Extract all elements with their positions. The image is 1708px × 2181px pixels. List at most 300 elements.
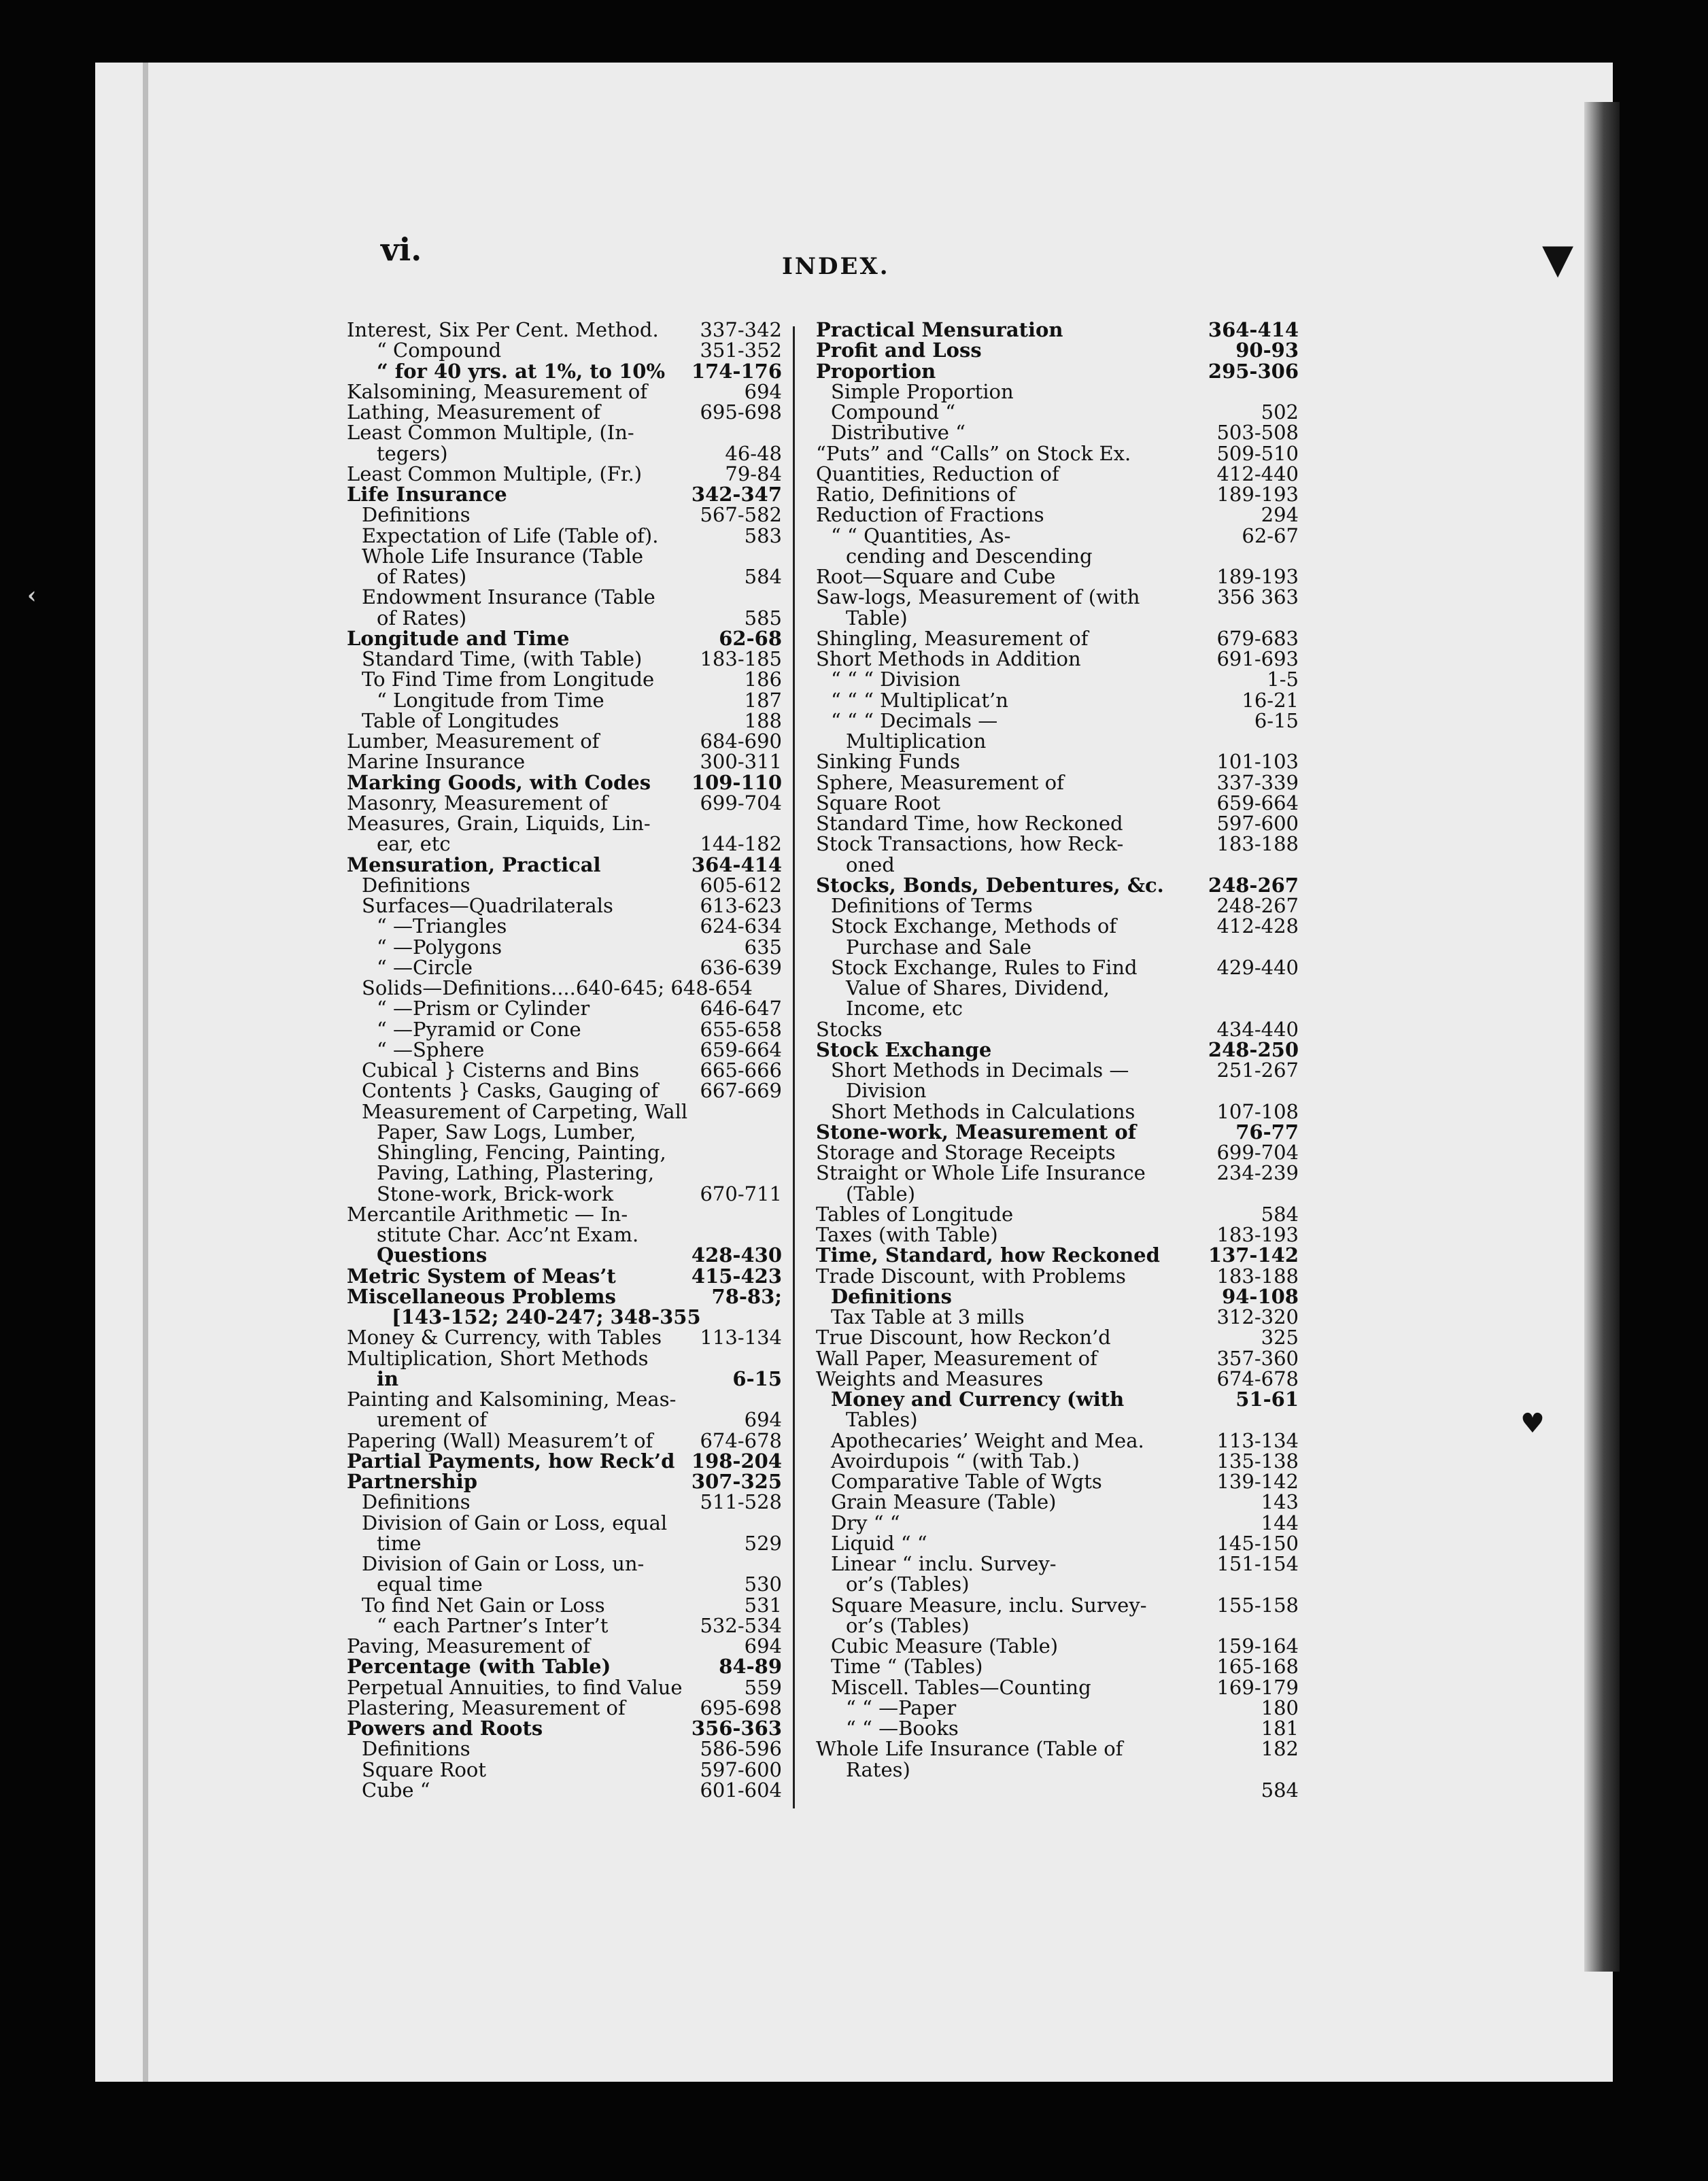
index-entry [347,1471,782,1492]
index-entry [347,1533,782,1553]
index-entry [816,1677,1299,1698]
index-entry [816,875,1299,895]
index-entry [816,1060,1299,1080]
index-entry-pages: 16-21 [1242,688,1299,712]
index-entry-pages: 364-414 [1208,318,1299,341]
index-entry-title: Definitions [362,1737,471,1761]
index-entry-pages: 613-623 [700,894,782,917]
index-entry [347,340,782,360]
index-entry [347,1677,782,1698]
index-entry-pages: 351-352 [700,339,782,362]
index-entry-title: Money & Currency, with Tables [347,1326,662,1350]
index-entry-pages: 183-188 [1216,1264,1299,1288]
index-entry [816,1656,1299,1677]
index-entry-pages: 659-664 [700,1037,782,1061]
index-entry-pages: 695-698 [700,400,782,424]
index-entry-pages: 694 [744,1408,782,1432]
index-entry-pages: 101-103 [1216,750,1299,774]
index-entry-title: Partial Payments, how Reck’d [347,1449,675,1473]
index-entry-title: Rates) [846,1757,910,1781]
index-entry [347,566,782,587]
index-entry-title: Standard Time, (with Table) [362,647,643,670]
index-entry-title: Measurement of Carpeting, Wall [362,1099,688,1123]
index-entry-pages: 511-528 [700,1490,782,1514]
index-entry-pages: 659-664 [1216,791,1299,814]
index-entry [816,1080,1299,1101]
index-entry-title: Time, Standard, how Reckoned [816,1243,1160,1267]
index-entry-pages: 94-108 [1222,1284,1299,1308]
index-entry-title: Cubical } Cisterns and Bins [362,1059,640,1082]
index-entry [816,1533,1299,1553]
index-entry-title: Kalsomining, Measurement of [347,379,648,403]
index-entry-title: “ —Circle [377,955,473,979]
index-entry [816,1698,1299,1718]
index-entry-pages: 356-363 [691,1717,782,1740]
index-entry [816,1037,1299,1061]
index-entry-pages: 186 [744,668,782,691]
index-entry [347,1698,782,1718]
index-entry-title: Wall Paper, Measurement of [816,1346,1097,1370]
index-entry-title: Expectation of Life (Table of). [362,523,659,547]
index-entry [347,1122,782,1142]
index-entry-title: Interest, Six Per Cent. Method. [347,318,659,341]
index-entry [816,1738,1299,1759]
index-entry [816,649,1299,669]
index-entry-title: “ —Pyramid or Cone [377,1017,581,1041]
index-entry-pages: 113-134 [700,1326,782,1350]
index-entry-title: Purchase and Sale [846,935,1031,959]
index-entry-pages: 62-67 [1242,523,1299,547]
index-entry-pages: 342-347 [691,483,782,506]
index-entry [347,834,782,854]
index-entry [347,1636,782,1656]
index-entry [816,1019,1299,1040]
index-entry-title: Multiplication, Short Methods [347,1346,649,1370]
index-entry-title: Proportion [816,359,936,383]
index-entry-pages: 248-250 [1208,1037,1299,1061]
index-entry-pages: 109-110 [691,770,782,794]
index-entry-title: Stock Transactions, how Reck- [816,832,1124,856]
index-entry-title: Stone-work, Measurement of [816,1120,1137,1144]
index-entry-pages: 6-15 [732,1367,782,1390]
index-entry-title: Marine Insurance [347,750,526,774]
index-entry-title: of Rates) [377,606,467,630]
index-entry-pages: 169-179 [1216,1675,1299,1699]
index-entry-title: Miscellaneous Problems [347,1284,616,1308]
index-entry-title: Contents } Casks, Gauging of [362,1079,659,1103]
index-entry-title: Square Root [816,791,941,814]
index-entry [816,1718,1299,1738]
index-entry-pages: 46-48 [725,441,782,465]
index-entry-pages: 300-311 [700,750,782,774]
index-entry-title: Powers and Roots [347,1717,543,1740]
index-entry-title: Lathing, Measurement of [347,400,600,424]
index-entry-title: Life Insurance [347,483,507,506]
index-entry-pages: 183-193 [1216,1223,1299,1246]
index-entry [347,1326,782,1350]
index-entry-title: Compound “ [831,400,956,424]
index-entry-pages: 113-134 [1216,1428,1299,1452]
ink-blot: ▼ [1542,235,1574,283]
index-entry [816,1142,1299,1163]
index-entry-pages: 248-267 [1216,894,1299,917]
index-entry-pages: 694 [744,1634,782,1658]
index-entry-title: Longitude and Time [347,626,570,650]
index-entry-pages: 182 [1261,1737,1299,1761]
index-entry [347,1245,782,1265]
index-entry-title: Plastering, Measurement of [347,1696,626,1719]
index-entry-title: “Puts” and “Calls” on Stock Ex. [816,441,1131,465]
index-entry-title: Trade Discount, with Problems [816,1264,1126,1288]
index-entry [816,834,1299,854]
index-entry-pages: 187 [744,688,782,712]
index-entry-title: Avoirdupois “ (with Tab.) [831,1449,1080,1473]
index-entry [816,361,1299,381]
index-entry-title: Shingling, Measurement of [816,626,1089,650]
index-entry-title: Straight or Whole Life Insurance [816,1161,1146,1185]
index-entry-title: Paving, Lathing, Plastering, [377,1161,655,1185]
index-entry-pages: 165-168 [1216,1655,1299,1679]
index-entry-title: Short Methods in Decimals — [831,1059,1129,1082]
index-entry-pages: 585 [744,606,782,630]
index-entry-title: Value of Shares, Dividend, [846,976,1110,999]
index-entry [347,1780,782,1800]
index-entry [347,402,782,422]
index-entry-title: Percentage (with Table) [347,1655,611,1679]
index-column-left [347,320,782,1800]
index-entry [816,1389,1299,1409]
index-entry-title: Painting and Kalsomining, Meas- [347,1388,677,1411]
index-entry-title: Taxes (with Table) [816,1223,998,1246]
index-entry-title: Mercantile Arithmetic — In- [347,1202,628,1226]
index-entry-pages: 691-693 [1216,647,1299,670]
index-entry [816,998,1299,1018]
index-entry-title: Short Methods in Addition [816,647,1081,670]
index-entry [347,649,782,669]
index-entry-pages: 559 [744,1675,782,1699]
index-entry-title: Measures, Grain, Liquids, Lin- [347,812,651,835]
index-entry [816,855,1299,875]
index-entry [347,937,782,957]
index-entry [816,1574,1299,1594]
index-entry-title: Practical Mensuration [816,318,1063,341]
index-entry-title: Definitions of Terms [831,894,1033,917]
index-entry-pages: 251-267 [1216,1059,1299,1082]
index-entry [347,1060,782,1080]
column-divider [793,326,795,1808]
index-entry [816,1101,1299,1122]
index-entry [347,1451,782,1471]
index-entry [816,1184,1299,1204]
index-entry-pages: 144-182 [700,832,782,856]
index-entry-pages: 584 [744,565,782,588]
index-entry-title: “ “ “ Multiplicat’n [831,688,1008,712]
index-entry-pages: 605-612 [700,873,782,897]
index-entry [816,422,1299,443]
index-entry-title: “ “ Quantities, As- [831,523,1011,547]
index-entry-pages: 181 [1261,1717,1299,1740]
index-entry-pages: 670-711 [700,1182,782,1205]
index-entry [816,1513,1299,1533]
index-entry [816,1224,1299,1245]
index-entry [816,587,1299,607]
index-entry [347,381,782,402]
index-entry [816,1122,1299,1142]
index-entry-title: Division [846,1079,927,1103]
index-entry-title: Storage and Storage Receipts [816,1141,1116,1164]
index-entry-title: Miscell. Tables—Counting [831,1675,1091,1699]
index-entry [347,587,782,607]
index-entry [347,1513,782,1533]
index-entry-pages: 674-678 [700,1428,782,1452]
index-entry [347,1163,782,1183]
index-entry-pages: 586-596 [700,1737,782,1761]
index-entry [816,484,1299,504]
index-entry-pages: 79-84 [725,462,782,485]
index-entry-pages: 307-325 [691,1470,782,1493]
index-entry-pages: 428-430 [691,1243,782,1267]
index-entry [347,1142,782,1163]
page-edge [143,63,148,2082]
index-entry [347,361,782,381]
index-entry-pages: 532-534 [700,1613,782,1637]
index-entry-title: Mensuration, Practical [347,853,601,876]
index-entry [347,1409,782,1430]
index-entry [816,1369,1299,1389]
index-entry-title: Shingling, Fencing, Painting, [377,1141,666,1164]
index-entry [347,731,782,751]
index-entry-pages: 312-320 [1216,1305,1299,1328]
index-entry [816,1553,1299,1574]
index-entry-title: “ Longitude from Time [377,688,604,712]
index-entry-title: Square Root [362,1757,487,1781]
index-entry-title: Simple Proportion [831,379,1014,403]
index-entry [347,504,782,525]
index-entry-title: Paving, Measurement of [347,1634,590,1658]
index-entry-title: Sphere, Measurement of [816,770,1064,794]
index-entry-title: Saw-logs, Measurement of (with [816,585,1140,609]
index-entry-pages: 76-77 [1235,1120,1299,1144]
index-entry-title: time [377,1531,422,1555]
index-entry-title: Definitions [831,1284,952,1308]
index-entry [347,1184,782,1204]
index-entry-title: tegers) [377,441,448,465]
index-entry-pages: 78-83; [711,1284,782,1308]
index-entry-title: Solids—Definitions....640-645; 648-654 [362,976,753,999]
index-entry [347,484,782,504]
index-entry [816,895,1299,916]
index-entry [347,1738,782,1759]
index-entry-pages: 584 [1261,1202,1299,1226]
index-entry [347,1101,782,1122]
index-entry-pages: 415-423 [691,1264,782,1288]
index-entry-title: Paper, Saw Logs, Lumber, [377,1120,636,1144]
index-entry [347,1718,782,1738]
index-entry-title: Definitions [362,873,471,897]
index-entry [816,1759,1299,1780]
index-entry-title: Weights and Measures [816,1367,1044,1390]
index-entry [816,1245,1299,1265]
index-entry [347,546,782,566]
index-entry [816,1266,1299,1286]
index-entry [347,1037,782,1061]
index-entry-title: Surfaces—Quadrilaterals [362,894,613,917]
index-entry [347,443,782,464]
index-entry-title: “ “ —Books [846,1717,959,1740]
index-entry-pages: 188 [744,708,782,732]
index-entry [816,1348,1299,1369]
index-entry [816,402,1299,422]
index-entry [816,731,1299,751]
index-entry-title: Questions [377,1243,488,1267]
index-entry-pages: 429-440 [1216,955,1299,979]
index-entry-pages: 180 [1261,1696,1299,1719]
index-entry-pages: 503-508 [1216,421,1299,445]
index-entry-pages: 509-510 [1216,441,1299,465]
index-entry-pages: 248-267 [1208,873,1299,897]
index-entry-pages: 135-138 [1216,1449,1299,1473]
index-entry-title: Dry “ “ [831,1511,900,1534]
index-entry-pages: 183-188 [1216,832,1299,856]
index-entry [816,608,1299,628]
index-entry [347,628,782,649]
index-entry-title: Partnership [347,1470,478,1493]
index-entry [347,1615,782,1636]
index-entry-title: Reduction of Fractions [816,503,1044,527]
index-entry-pages: 90-93 [1235,339,1299,362]
index-entry [347,320,782,340]
index-entry [816,464,1299,484]
index-entry-title: Stocks [816,1017,883,1041]
index-entry-title: Stone-work, Brick-work [377,1182,614,1205]
index-entry-pages: 337-342 [700,318,782,341]
index-entry [816,1615,1299,1636]
index-entry-pages: 434-440 [1216,1017,1299,1041]
index-entry [347,1595,782,1615]
index-entry-pages: 174-176 [691,359,782,383]
index-entry [347,464,782,484]
index-entry-pages: 295-306 [1208,359,1299,383]
index-entry [347,855,782,875]
index-entry-pages: 1-5 [1267,668,1299,691]
index-entry [816,772,1299,793]
index-entry [347,1369,782,1389]
index-entry [347,793,782,813]
index-entry-pages: 356 363 [1217,585,1299,609]
index-entry-pages: 665-666 [700,1059,782,1082]
index-entry-title: Sinking Funds [816,750,961,774]
index-entry-pages: 655-658 [700,1017,782,1041]
index-entry-pages: 583 [744,523,782,547]
index-entry-title: Cube “ [362,1778,430,1802]
index-entry [816,978,1299,998]
index-entry [816,916,1299,936]
index-entry-pages: 107-108 [1216,1099,1299,1123]
index-entry-title: Table of Longitudes [362,708,560,732]
index-entry-pages: 151-154 [1216,1552,1299,1575]
index-entry [816,1471,1299,1492]
index-entry [816,710,1299,731]
index-entry-pages: 624-634 [700,914,782,938]
index-entry-title: Definitions [362,503,471,527]
index-entry [347,1307,782,1327]
index-entry [347,1574,782,1594]
index-entry-pages: 364-414 [691,853,782,876]
index-entry-pages: 530 [744,1573,782,1596]
index-entry-title: Cubic Measure (Table) [831,1634,1059,1658]
index-entry-title: To find Net Gain or Loss [362,1593,605,1617]
index-entry [347,1430,782,1451]
index-entry-title: Short Methods in Calculations [831,1099,1135,1123]
index-entry-title: [143-152; 240-247; 348-355 [392,1305,701,1328]
index-entry [816,669,1299,689]
index-entry [816,1286,1299,1307]
index-entry-pages: 597-600 [700,1757,782,1781]
film-mark: ‹ [27,582,37,609]
index-entry-pages: 62-68 [719,626,782,650]
index-entry-pages: 189-193 [1216,483,1299,506]
index-entry-pages: 144 [1261,1511,1299,1534]
index-entry [816,1409,1299,1430]
index-entry-pages: 155-158 [1216,1593,1299,1617]
index-entry-title: “ “ “ Division [831,668,961,691]
index-entry-title: “ Compound [377,339,502,362]
index-entry-title: Whole Life Insurance (Table of [816,1737,1123,1761]
index-entry-title: “ —Triangles [377,914,507,938]
index-entry-title: Definitions [362,1490,471,1514]
index-entry-title: True Discount, how Reckon’d [816,1326,1111,1350]
index-entry-title: Standard Time, how Reckoned [816,812,1123,835]
index-entry-pages: 684-690 [700,729,782,753]
index-column-right [816,320,1299,1800]
index-entry-pages: 139-142 [1216,1470,1299,1493]
page-number: vi. [381,231,422,268]
index-entry-pages: 84-89 [719,1655,782,1679]
index-entry [347,998,782,1018]
index-entry-title: Division of Gain or Loss, equal [362,1511,668,1534]
index-entry-pages: 325 [1261,1326,1299,1350]
index-entry [816,523,1299,547]
index-entry [347,1266,782,1286]
index-entry [816,751,1299,772]
index-entry-title: “ —Sphere [377,1037,485,1061]
index-entry [347,1286,782,1307]
index-entry [347,1348,782,1369]
index-entry-title: stitute Char. Acc’nt Exam. [377,1223,639,1246]
index-entry [347,895,782,916]
index-entry [816,813,1299,834]
index-entry-title: “ “ —Paper [846,1696,957,1719]
index-entry [347,916,782,936]
index-entry [816,1430,1299,1451]
index-entry [347,1224,782,1245]
index-entry [816,566,1299,587]
index-entry-pages: 601-604 [700,1778,782,1802]
ink-blot: ♥ [1520,1407,1545,1439]
index-entry-title: urement of [377,1408,488,1432]
index-entry [347,1759,782,1780]
index-entry [816,320,1299,340]
index-entry-pages: 567-582 [700,503,782,527]
index-entry-pages: 694 [744,379,782,403]
index-entry-pages: 635 [744,935,782,959]
index-entry [347,1553,782,1574]
index-entry-title: Grain Measure (Table) [831,1490,1057,1514]
index-entry [816,1780,1299,1800]
index-entry-title: Quantities, Reduction of [816,462,1059,485]
index-entry-pages: 646-647 [700,997,782,1020]
index-entry-title: “ for 40 yrs. at 1%, to 10% [377,359,666,383]
